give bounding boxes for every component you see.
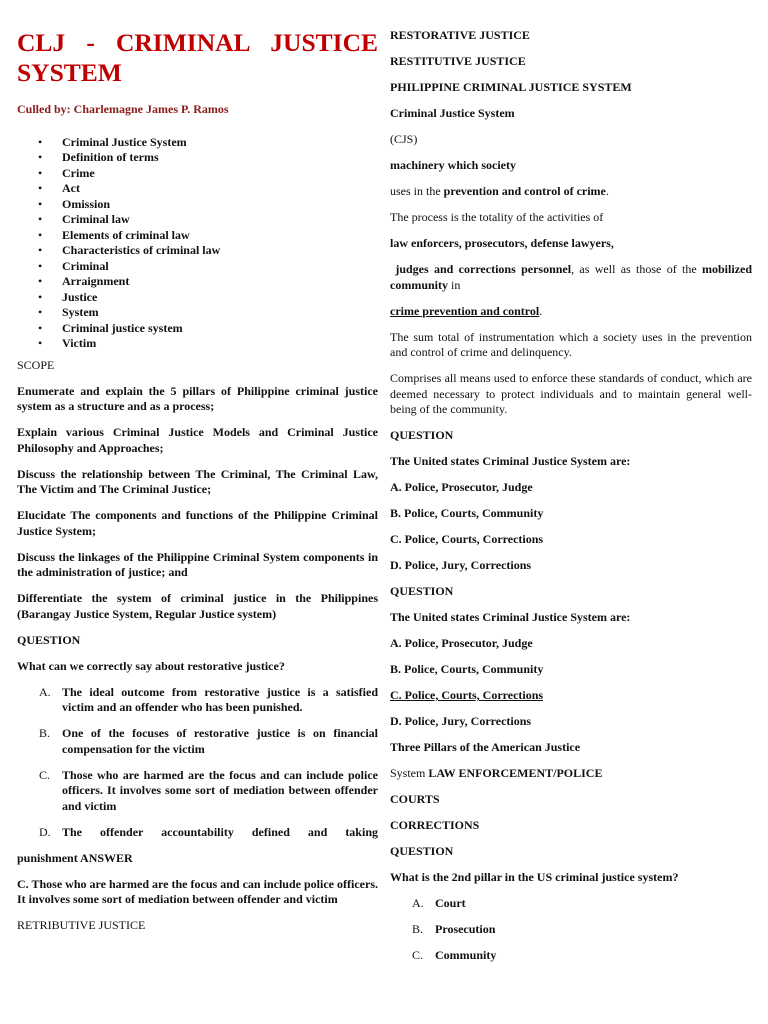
- author-credit: Culled by: Charlemagne James P. Ramos: [17, 102, 229, 116]
- question-text: The United states Criminal Justice System are:: [390, 454, 631, 468]
- list-item: • Criminal law: [17, 212, 378, 228]
- question-heading: QUESTION: [390, 428, 454, 442]
- question-heading: QUESTION: [390, 844, 454, 858]
- list-item: • Crime: [17, 166, 378, 182]
- answer-options: [17, 685, 378, 841]
- cjs-title: Criminal Justice System: [390, 106, 515, 120]
- judges-text: [390, 262, 752, 293]
- option-line: D. Police, Jury, Corrections: [390, 558, 532, 572]
- system-bold: LAW ENFORCEMENT/POLICE: [428, 766, 603, 780]
- question-heading: QUESTION: [17, 632, 81, 647]
- crime-prevention-end: .: [539, 303, 543, 318]
- mobilized-bold: mobilized community: [390, 262, 753, 292]
- restorative-heading: RESTORATIVE JUSTICE: [390, 28, 530, 42]
- list-item: • Justice: [17, 290, 378, 306]
- list-item: • Criminal Justice System: [17, 135, 378, 151]
- option-marker: A.: [39, 684, 51, 699]
- option-marker: C.: [39, 767, 51, 782]
- option-text: Court: [435, 896, 466, 910]
- process-text: The process is the totality of the activities of: [390, 210, 604, 224]
- list-item: • Victim: [17, 336, 378, 352]
- question-text: The United states Criminal Justice System are:: [390, 610, 631, 624]
- answer-label: punishment ANSWER: [17, 850, 133, 865]
- option-marker: B.: [412, 922, 424, 936]
- machinery-text: machinery which society: [390, 158, 516, 172]
- scope-item: Elucidate The components and functions of the Philippine Criminal Justice System;: [17, 508, 378, 538]
- retributive-heading: RETRIBUTIVE JUSTICE: [17, 918, 146, 932]
- list-item: • Characteristics of criminal law: [17, 243, 378, 259]
- courts-label: COURTS: [390, 792, 440, 806]
- option-line: D. Police, Jury, Corrections: [390, 714, 532, 728]
- topics-list: [17, 135, 378, 352]
- comprises-text: Comprises all means used to enforce these standards of conduct, which are deemed necessary to protect individuals and to maintain general well-being of the community.: [390, 371, 752, 416]
- option-a: [17, 685, 378, 716]
- document-title: CLJ - CRIMINAL JUSTICE SYSTEM: [17, 28, 378, 87]
- list-item: • System: [17, 305, 378, 321]
- option-line: C. Police, Courts, Corrections: [390, 532, 544, 546]
- option-d: [17, 825, 378, 841]
- system-prefix: System: [390, 766, 429, 780]
- crime-prevention-text: [390, 304, 752, 320]
- right-column: [390, 28, 752, 974]
- list-item: • Criminal: [17, 259, 378, 275]
- corrections-label: CORRECTIONS: [390, 818, 480, 832]
- option-text: Community: [435, 948, 497, 962]
- restitutive-heading: RESTITUTIVE JUSTICE: [390, 54, 526, 68]
- list-item: • Act: [17, 181, 378, 197]
- option-text: The ideal outcome from restorative justice is a satisfied victim and an offender who has been punished.: [62, 684, 378, 714]
- option-c: [17, 768, 378, 815]
- option-text: One of the focuses of restorative justice is on financial compensation for the victim: [62, 726, 378, 756]
- philippine-cjs-heading: PHILIPPINE CRIMINAL JUSTICE SYSTEM: [390, 80, 632, 94]
- three-pillars-heading: Three Pillars of the American Justice: [390, 740, 581, 754]
- scope-item: Enumerate and explain the 5 pillars of Philippine criminal justice system as a structure and as a process;: [17, 383, 378, 413]
- sum-total-text: The sum total of instrumentation which a society uses in the prevention and control of crime and delinquency.: [390, 329, 752, 359]
- option-text: The offender accountability defined and taking: [62, 824, 378, 839]
- option-line-correct: C. Police, Courts, Corrections: [390, 688, 544, 702]
- judges-mid: , as well as those of the: [571, 262, 703, 276]
- option-text: Those who are harmed are the focus and can include police officers. It involves some sort of mediation between offender and victim: [62, 767, 378, 813]
- question-heading: QUESTION: [390, 584, 454, 598]
- option-b: [390, 922, 752, 938]
- scope-item: Discuss the linkages of the Philippine Criminal System components in the administration of justice; and: [17, 549, 378, 579]
- option-line: B. Police, Courts, Community: [390, 506, 544, 520]
- system-law-enforcement: [390, 766, 752, 782]
- option-line: B. Police, Courts, Community: [390, 662, 544, 676]
- list-item: • Criminal justice system: [17, 321, 378, 337]
- question-text: What is the 2nd pillar in the US criminal justice system?: [390, 870, 679, 884]
- scope-item: Explain various Criminal Justice Models and Criminal Justice Philosophy and Approaches;: [17, 425, 378, 455]
- option-marker: D.: [39, 824, 51, 839]
- law-enforcers-text: law enforcers, prosecutors, defense lawyers,: [390, 236, 614, 250]
- judges-end: in: [448, 277, 461, 292]
- scope-item: Differentiate the system of criminal justice in the Philippines (Barangay Justice System, Regular Justice system): [17, 591, 378, 621]
- option-marker: B.: [39, 726, 51, 740]
- scope-item: Discuss the relationship between The Criminal, The Criminal Law, The Victim and The Criminal Justice;: [17, 466, 378, 496]
- question-text: What can we correctly say about restorative justice?: [17, 658, 285, 673]
- option-a: [390, 896, 752, 912]
- option-marker: A.: [412, 896, 424, 910]
- list-item: • Omission: [17, 197, 378, 213]
- list-item: • Elements of criminal law: [17, 228, 378, 244]
- option-marker: C.: [412, 948, 424, 962]
- option-line: A. Police, Prosecutor, Judge: [390, 480, 533, 494]
- uses-bold: prevention and control of crime: [443, 184, 606, 198]
- list-item: • Arraignment: [17, 274, 378, 290]
- left-column: [17, 28, 378, 944]
- crime-prevention-bold: crime prevention and control: [390, 303, 540, 318]
- answer-text: C. Those who are harmed are the focus and can include police officers. It involves some sort of mediation between offender and victim: [17, 876, 378, 906]
- list-item: • Definition of terms: [17, 150, 378, 166]
- scope-heading: SCOPE: [17, 357, 55, 372]
- option-line: A. Police, Prosecutor, Judge: [390, 636, 533, 650]
- uses-suffix: .: [605, 184, 609, 198]
- uses-text: [390, 184, 752, 200]
- option-b: [17, 726, 378, 757]
- option-text: Prosecution: [435, 922, 496, 936]
- uses-prefix: uses in the: [390, 184, 444, 198]
- cjs-abbreviation: (CJS): [390, 132, 418, 146]
- option-c: [390, 948, 752, 964]
- answer-options: [390, 896, 752, 964]
- judges-bold: judges and corrections personnel: [395, 262, 572, 276]
